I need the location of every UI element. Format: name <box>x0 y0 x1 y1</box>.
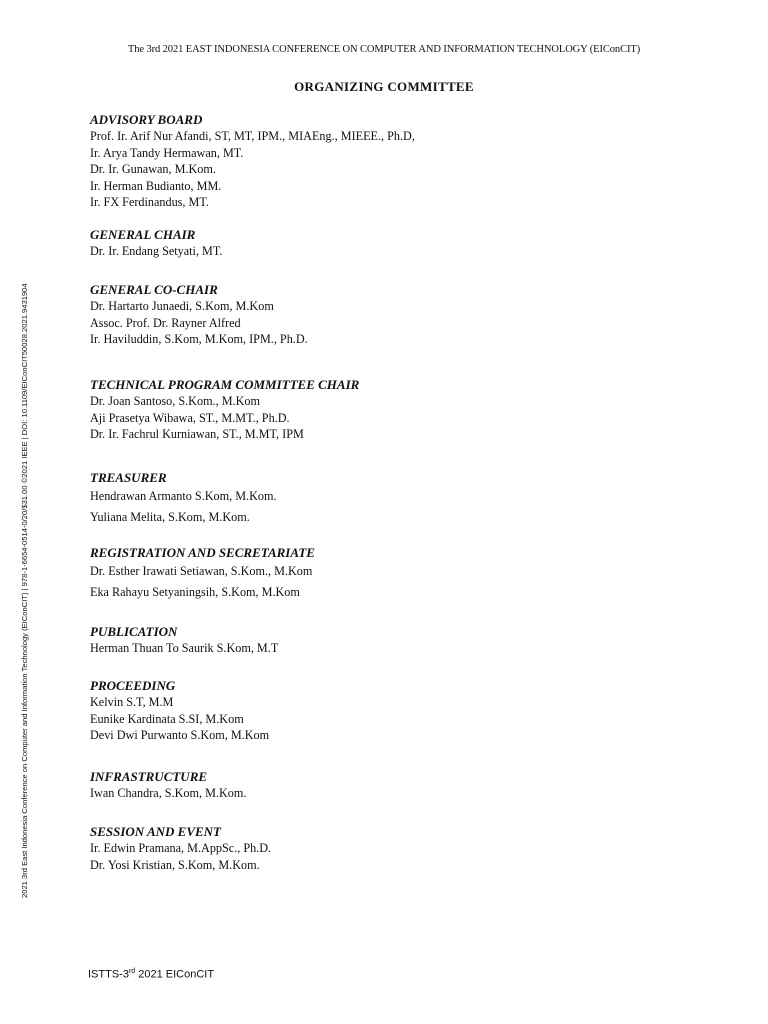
section-advisory-board <box>90 111 415 211</box>
section-tpc-chair <box>90 376 359 443</box>
section-general-chair <box>90 226 222 260</box>
member-name: Iwan Chandra, S.Kom, M.Kom. <box>90 786 247 800</box>
member-name: Herman Thuan To Saurik S.Kom, M.T <box>90 641 279 655</box>
member-name: Prof. Ir. Arif Nur Afandi, ST, MT, IPM., MIAEng., MIEEE., Ph.D, <box>90 129 415 143</box>
section-heading: TREASURER <box>90 470 167 485</box>
member-name: Hendrawan Armanto S.Kom, M.Kom. <box>90 489 277 503</box>
section-heading: TECHNICAL PROGRAM COMMITTEE CHAIR <box>90 377 360 392</box>
section-session-event <box>90 823 271 873</box>
section-heading: SESSION AND EVENT <box>90 824 222 839</box>
section-heading: GENERAL CO-CHAIR <box>90 282 218 297</box>
member-name: Ir. FX Ferdinandus, MT. <box>90 195 209 209</box>
footer-prefix: ISTTS-3 <box>88 968 129 981</box>
member-name: Ir. Haviluddin, S.Kom, M.Kom, IPM., Ph.D. <box>90 332 308 346</box>
member-name: Dr. Ir. Endang Setyati, MT. <box>90 244 223 258</box>
footer-suffix: 2021 EIConCIT <box>135 968 215 981</box>
section-treasurer <box>90 469 277 528</box>
member-name: Dr. Joan Santoso, S.Kom., M.Kom <box>90 394 260 408</box>
section-publication <box>90 623 278 657</box>
page-footer <box>88 968 214 981</box>
section-infrastructure <box>90 768 246 802</box>
section-heading: GENERAL CHAIR <box>90 227 196 242</box>
member-name: Ir. Arya Tandy Hermawan, MT. <box>90 145 244 160</box>
section-heading: PUBLICATION <box>90 624 178 639</box>
page-title: ORGANIZING COMMITTEE <box>294 79 474 94</box>
member-name: Aji Prasetya Wibawa, ST., M.MT., Ph.D. <box>90 410 290 425</box>
member-name: Devi Dwi Purwanto S.Kom, M.Kom <box>90 728 270 742</box>
member-name: Dr. Hartarto Junaedi, S.Kom, M.Kom <box>90 299 274 313</box>
member-name: Ir. Edwin Pramana, M.AppSc., Ph.D. <box>90 841 272 855</box>
member-name: Dr. Esther Irawati Setiawan, S.Kom., M.Kom <box>90 564 313 578</box>
section-heading: ADVISORY BOARD <box>90 112 203 127</box>
running-header: The 3rd 2021 EAST INDONESIA CONFERENCE ON COMPUTER AND INFORMATION TECHNOLOGY (EIConCIT) <box>127 44 641 55</box>
member-name: Ir. Herman Budianto, MM. <box>90 178 222 193</box>
member-name: Dr. Yosi Kristian, S.Kom, M.Kom. <box>90 857 260 872</box>
member-name: Kelvin S.T, M.M <box>90 695 174 709</box>
section-proceeding <box>90 677 269 744</box>
footer-superscript: rd <box>128 968 136 975</box>
member-name: Dr. Ir. Fachrul Kurniawan, ST., M.MT, IPM <box>90 427 304 441</box>
section-heading: REGISTRATION AND SECRETARIATE <box>90 545 315 560</box>
member-name: Eka Rahayu Setyaningsih, S.Kom, M.Kom <box>90 585 300 599</box>
section-general-co-chair <box>90 281 308 348</box>
member-name: Dr. Ir. Gunawan, M.Kom. <box>90 162 216 176</box>
side-citation-note: 2021 3rd East Indonesia Conference on Computer and Information Technology (EIConCIT) | 978-1-6654-0514-0/20/$31.00 ©2021 IEEE | DOI: 10.1109/EIConCIT50028.2021.9431904 <box>20 283 29 898</box>
member-name: Assoc. Prof. Dr. Rayner Alfred <box>90 315 241 330</box>
section-heading: PROCEEDING <box>90 678 176 693</box>
member-name: Yuliana Melita, S.Kom, M.Kom. <box>90 510 250 524</box>
section-heading: INFRASTRUCTURE <box>90 769 208 784</box>
section-registration <box>90 544 315 603</box>
member-name: Eunike Kardinata S.SI, M.Kom <box>90 711 244 726</box>
